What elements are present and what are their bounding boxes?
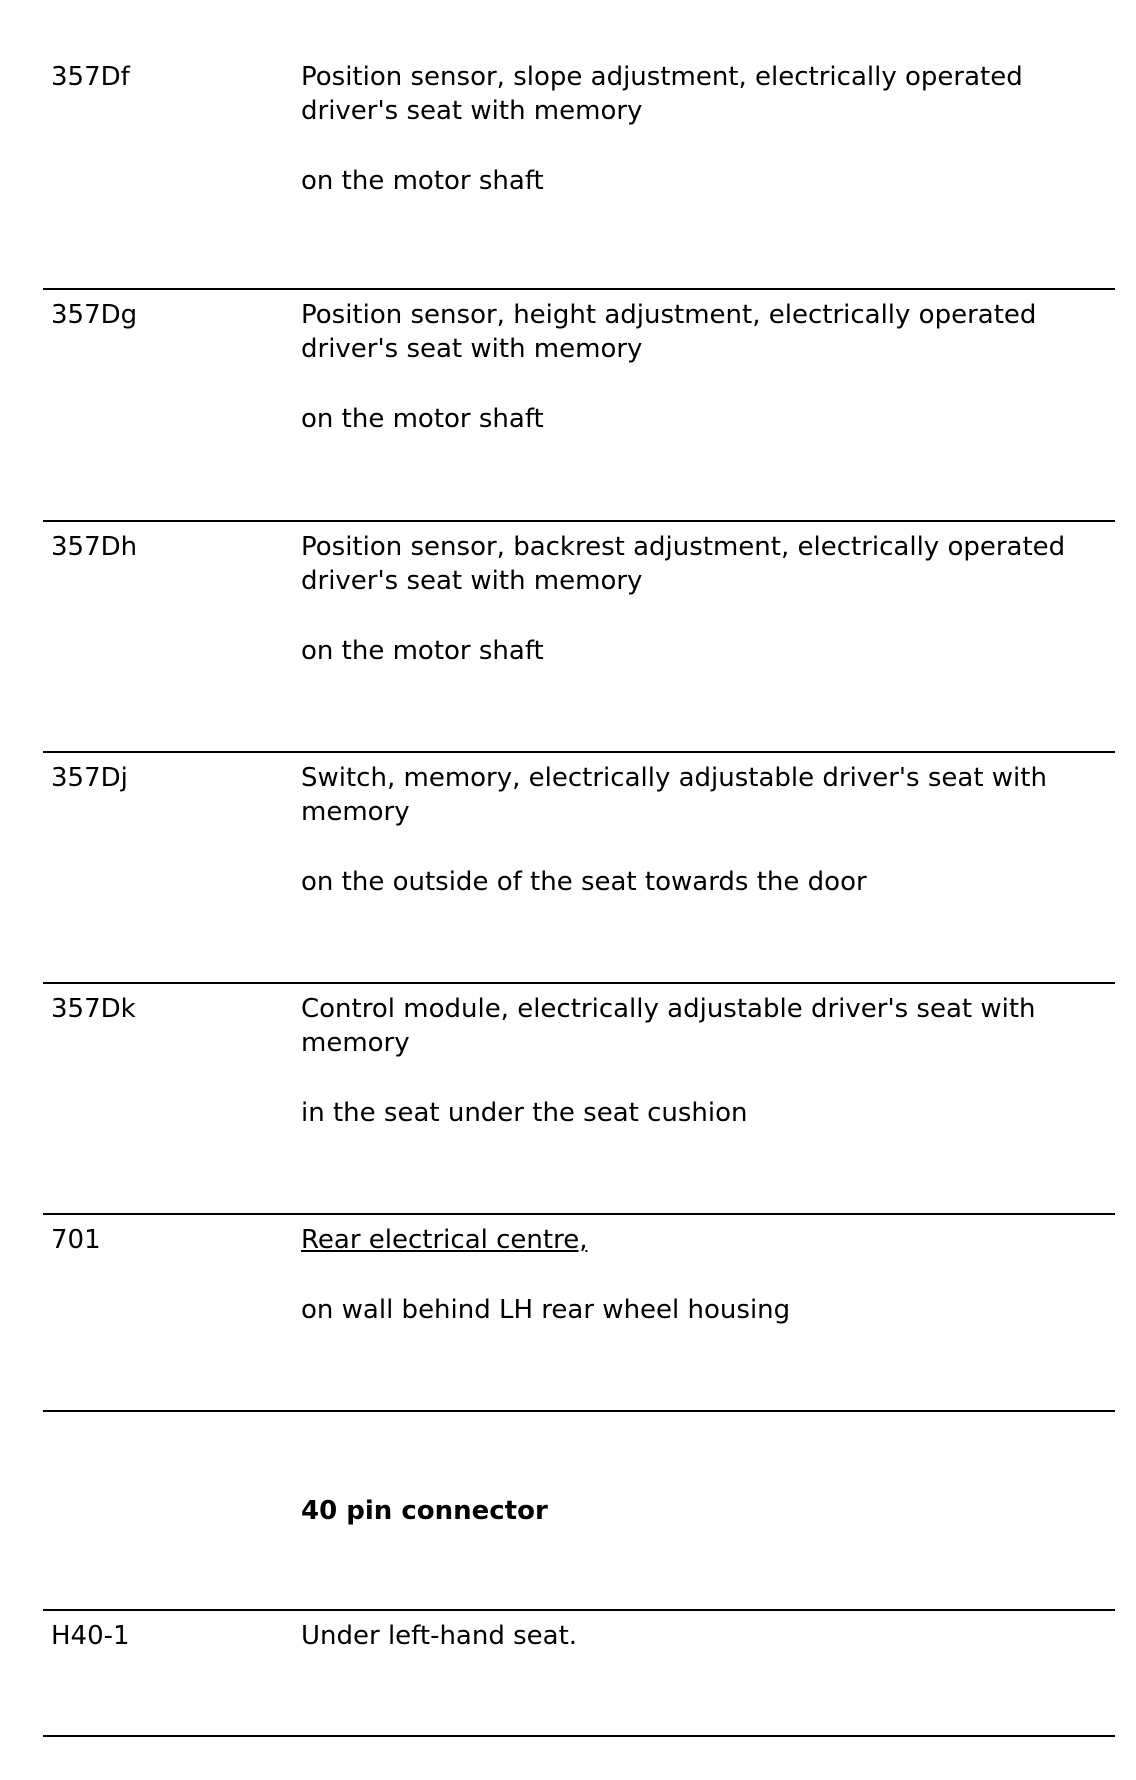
connector-description: Under left-hand seat. — [301, 1621, 578, 1651]
component-location: on wall behind LH rear wheel housing — [301, 1295, 791, 1325]
component-location: on the motor shaft — [301, 166, 544, 196]
component-location: on the outside of the seat towards the door — [301, 867, 867, 897]
row-divider — [43, 982, 1115, 984]
component-details — [301, 761, 1111, 899]
component-code: 357Dk — [51, 994, 136, 1024]
component-code: 357Df — [51, 62, 130, 92]
component-location: on the motor shaft — [301, 636, 544, 666]
row-divider — [43, 288, 1115, 290]
component-code: 701 — [51, 1225, 101, 1255]
component-code: 357Dh — [51, 532, 138, 562]
component-location: on the motor shaft — [301, 404, 544, 434]
row-divider — [43, 1410, 1115, 1412]
row-divider — [43, 751, 1115, 753]
row-divider — [43, 1609, 1115, 1611]
component-details — [301, 60, 1111, 198]
component-details — [301, 530, 1111, 668]
component-code: 357Dj — [51, 763, 128, 793]
component-description: Position sensor, backrest adjustment, electrically operated driver's seat with memory — [301, 532, 1066, 596]
row-divider — [43, 1213, 1115, 1215]
component-details — [301, 992, 1111, 1130]
component-details — [301, 298, 1111, 436]
rear-electrical-centre-link[interactable]: Rear electrical centre, — [301, 1225, 588, 1255]
row-divider — [43, 1735, 1115, 1737]
connector-code: H40-1 — [51, 1621, 130, 1651]
component-description: Control module, electrically adjustable driver's seat with memory — [301, 994, 1036, 1058]
row-divider — [43, 520, 1115, 522]
component-description: Switch, memory, electrically adjustable driver's seat with memory — [301, 763, 1047, 827]
component-description: Position sensor, height adjustment, electrically operated driver's seat with memory — [301, 300, 1037, 364]
component-code: 357Dg — [51, 300, 138, 330]
component-location: in the seat under the seat cushion — [301, 1098, 748, 1128]
component-description: Position sensor, slope adjustment, electrically operated driver's seat with memory — [301, 62, 1023, 126]
section-heading: 40 pin connector — [301, 1496, 548, 1526]
component-details — [301, 1223, 1111, 1327]
